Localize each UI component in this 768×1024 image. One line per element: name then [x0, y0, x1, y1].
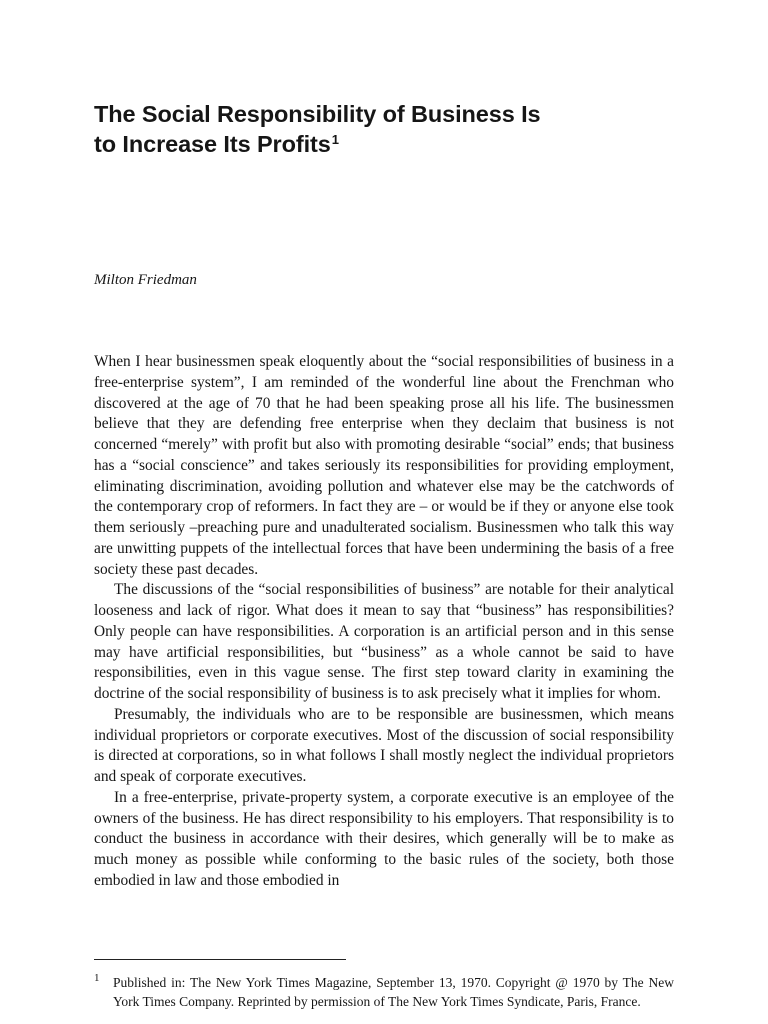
- footnote-text: Published in: The New York Times Magazine, September 13, 1970. Copyright @ 1970 by The New York Times Company. Reprinted by permission of The New York Times Syndicate, Paris, France.: [113, 975, 674, 1009]
- title-line-1: The Social Responsibility of Business Is: [94, 101, 541, 127]
- article-title: [94, 99, 694, 159]
- paragraph-1: When I hear businessmen speak eloquently about the “social responsibilities of business in a free-enterprise system”, I am reminded of the wonderful line about the Frenchman who discovered at the age of 70 that he had been speaking prose all his life. The businessmen believe that they are defending free enterprise when they declaim that business is not concerned “merely” with profit but also with promoting desirable “social” ends; that business has a “social conscience” and takes seriously its responsibilities for providing employment, eliminating discrimination, avoiding pollution and whatever else may be the catchwords of the contemporary crop of reformers. In fact they are – or would be if they or anyone else took them seriously –preaching pure and unadulterated socialism. Businessmen who talk this way are unwitting puppets of the intellectual forces that have been undermining the basis of a free society these past decades.: [94, 353, 674, 578]
- paragraph-4: In a free-enterprise, private-property system, a corporate executive is an employee of the owners of the business. He has direct responsibility to his employers. That responsibility is to conduct the business in accordance with their desires, which generally will be to make as much money as possible while conforming to the basic rules of the society, both those embodied in law and those embodied in: [94, 788, 674, 889]
- footnote-divider: [94, 959, 346, 960]
- footnote-marker: 1: [94, 972, 100, 984]
- title-line-2-text: to Increase Its Profits: [94, 131, 331, 157]
- title-footnote-ref: 1: [331, 132, 339, 147]
- paragraph-3: Presumably, the individuals who are to be responsible are businessmen, which means individual proprietors or corporate executives. Most of the discussion of social responsibility is directed at corporations, so in what follows I shall mostly neglect the individual proprietors and speak of corporate executives.: [94, 705, 674, 785]
- footnote: [94, 973, 674, 1011]
- title-line-2: [94, 129, 694, 159]
- article-body: [94, 352, 674, 892]
- author-name: Milton Friedman: [94, 272, 197, 288]
- paragraph-2: The discussions of the “social responsibilities of business” are notable for their analytical looseness and lack of rigor. What does it mean to say that “business” has responsibilities? Only people can have responsibilities. A corporation is an artificial person and in this sense may have artificial responsibilities, but “business” as a whole cannot be said to have responsibilities, even in this vague sense. The first step toward clarity in examining the doctrine of the social responsibility of business is to ask precisely what it implies for whom.: [94, 581, 674, 702]
